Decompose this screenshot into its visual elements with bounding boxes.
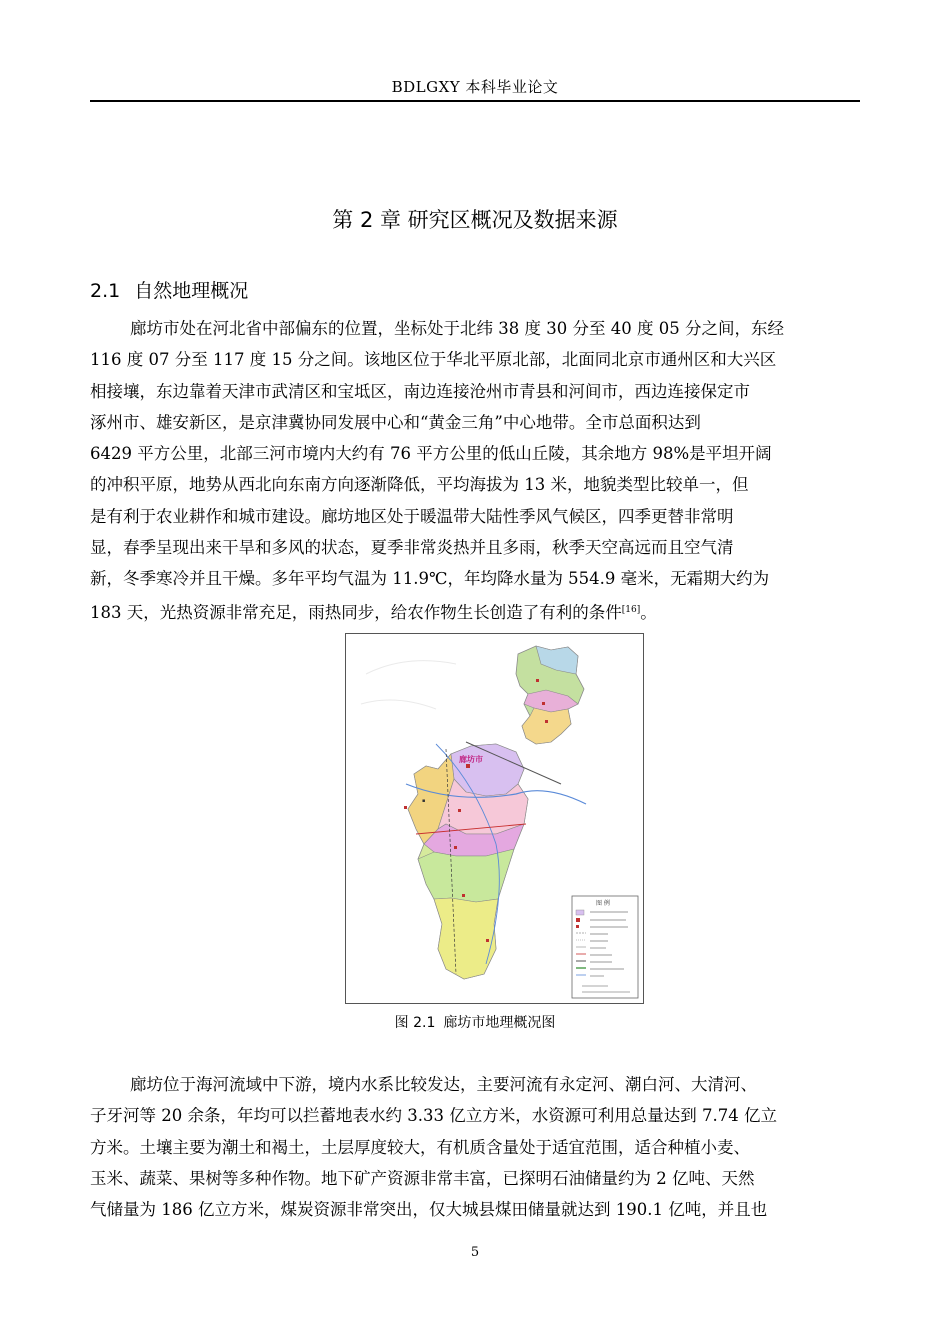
- section-heading: [90, 276, 248, 303]
- header-rule: [90, 100, 860, 102]
- paragraph-line: 相接壤，东边靠着天津市武清区和宝坻区，南边连接沧州市青县和河间市，西边连接保定市: [90, 381, 750, 401]
- page-number: 5: [470, 1245, 480, 1260]
- paragraph-natural-geography: [90, 313, 860, 626]
- chapter-title: 第 2 章 研究区概况及数据来源: [332, 208, 618, 232]
- section-title: 自然地理概况: [134, 280, 249, 302]
- svg-text:▪: ▪: [422, 798, 426, 804]
- langfang-map: [346, 634, 643, 1003]
- figure-caption-number: 图 2.1: [394, 1015, 436, 1031]
- paragraph-end-mark: 。: [640, 602, 657, 622]
- section-number: 2.1: [90, 280, 121, 302]
- paragraph-line: 子牙河等 20 余条，年均可以拦蓄地表水约 3.33 亿立方米，水资源可利用总量达到 7.74 亿立: [90, 1106, 777, 1126]
- paragraph-line: 方米。土壤主要为潮土和褐土，土层厚度较大，有机质含量处于适宜范围，适合种植小麦、: [90, 1137, 750, 1157]
- map-city-label: 廊坊市: [459, 755, 483, 764]
- figure-caption: [0, 1012, 950, 1032]
- running-header: BDLGXY 本科毕业论文: [391, 78, 559, 96]
- langfang-map-figure: [345, 633, 644, 1004]
- paragraph-line: 涿州市、雄安新区，是京津冀协同发展中心和“黄金三角”中心地带。全市总面积达到: [90, 412, 701, 432]
- legend-title: 图 例: [596, 900, 610, 907]
- paragraph-line: 的冲积平原，地势从西北向东南方向逐渐降低，平均海拔为 13 米，地貌类型比较单一，但: [90, 475, 749, 495]
- paragraph-line: 116 度 07 分至 117 度 15 分之间。该地区位于华北平原北部，北面同北京市通州区和大兴区: [90, 350, 777, 370]
- paragraph-line: 廊坊位于海河流域中下游，境内水系比较发达，主要河流有永定河、潮白河、大清河、: [130, 1075, 757, 1094]
- paragraph-water-soil-minerals: [90, 1069, 860, 1225]
- paragraph-line: 显，春季呈现出来干旱和多风的状态，夏季非常炎热并且多雨，秋季天空高远而且空气清: [90, 538, 734, 558]
- paragraph-line: 是有利于农业耕作和城市建设。廊坊地区处于暖温带大陆性季风气候区，四季更替非常明: [90, 506, 734, 526]
- figure-caption-title: 廊坊市地理概况图: [443, 1015, 556, 1031]
- paragraph-line-text: 183 天，光热资源非常充足，雨热同步，给农作物生长创造了有利的条件: [90, 602, 622, 622]
- citation-ref[interactable]: [16]: [621, 604, 641, 615]
- map-legend: [572, 896, 638, 998]
- paragraph-line: 6429 平方公里，北部三河市境内大约有 76 平方公里的低山丘陵，其余地方 98%是平坦开阔: [90, 444, 772, 464]
- paragraph-line: 新，冬季寒冷并且干燥。多年平均气温为 11.9℃，年均降水量为 554.9 毫米，无霜期大约为: [90, 569, 770, 589]
- paragraph-line-last: [90, 595, 860, 626]
- paragraph-line: 廊坊市处在河北省中部偏东的位置，坐标处于北纬 38 度 30 分至 40 度 05 分之间，东经: [130, 319, 784, 338]
- paragraph-line: 玉米、蔬菜、果树等多种作物。地下矿产资源非常丰富，已探明石油储量约为 2 亿吨、天然: [90, 1168, 755, 1188]
- paragraph-line: 气储量为 186 亿立方米，煤炭资源非常突出，仅大城县煤田储量就达到 190.1 亿吨，并且也: [90, 1200, 768, 1220]
